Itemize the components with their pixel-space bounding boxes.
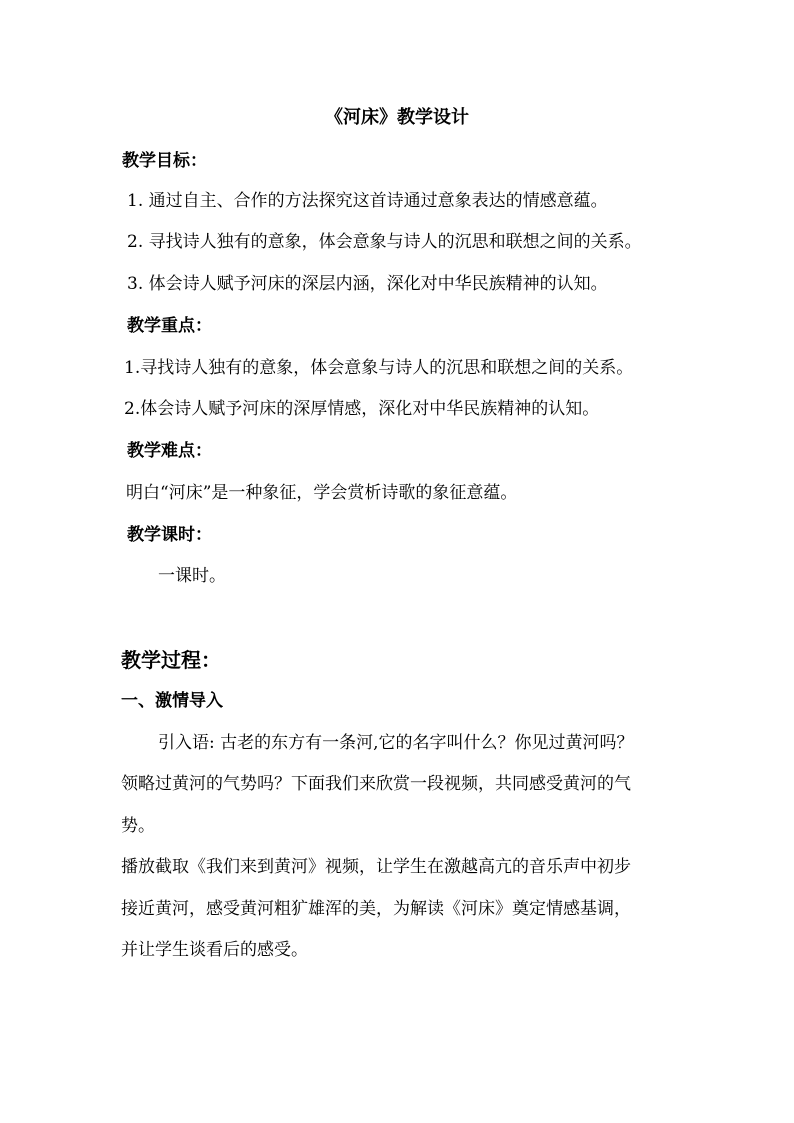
keypoint-item: 2.体会诗人赋予河床的深厚情感，深化对中华民族精神的认知。: [124, 399, 600, 419]
objective-item: 2. 寻找诗人独有的意象，体会意象与诗人的沉思和联想之间的关系。: [127, 232, 642, 252]
hours-text: 一课时。: [158, 566, 226, 586]
section1-heading: 一、激情导入: [121, 691, 223, 711]
keypoint-item: 1.寻找诗人独有的意象，体会意象与诗人的沉思和联想之间的关系。: [124, 358, 634, 378]
paragraph-line: 势。: [121, 816, 155, 836]
objective-item: 1. 通过自主、合作的方法探究这首诗通过意象表达的情感意蕴。: [127, 191, 608, 211]
keypoints-heading: 教学重点：: [127, 316, 212, 336]
paragraph-line: 领略过黄河的气势吗？下面我们来欣赏一段视频，共同感受黄河的气: [121, 774, 631, 794]
objectives-heading: 教学目标：: [122, 151, 207, 171]
difficulty-text: 明白“河床”是一种象征，学会赏析诗歌的象征意蕴。: [126, 483, 518, 503]
difficulty-heading: 教学难点：: [127, 441, 212, 461]
hours-heading: 教学课时：: [127, 525, 212, 545]
paragraph-line: 播放截取《我们来到黄河》视频，让学生在激越高亢的音乐声中初步: [121, 857, 631, 877]
paragraph-line: 引入语: 古老的东方有一条河,它的名字叫什么？你见过黄河吗？: [158, 733, 634, 753]
document-title: 《河床》教学设计: [325, 107, 469, 128]
process-heading: 教学过程：: [121, 648, 221, 672]
objective-item: 3. 体会诗人赋予河床的深层内涵，深化对中华民族精神的认知。: [127, 274, 608, 294]
paragraph-line: 接近黄河，感受黄河粗犷雄浑的美，为解读《河床》奠定情感基调，: [121, 899, 631, 919]
paragraph-line: 并让学生谈看后的感受。: [121, 940, 308, 960]
